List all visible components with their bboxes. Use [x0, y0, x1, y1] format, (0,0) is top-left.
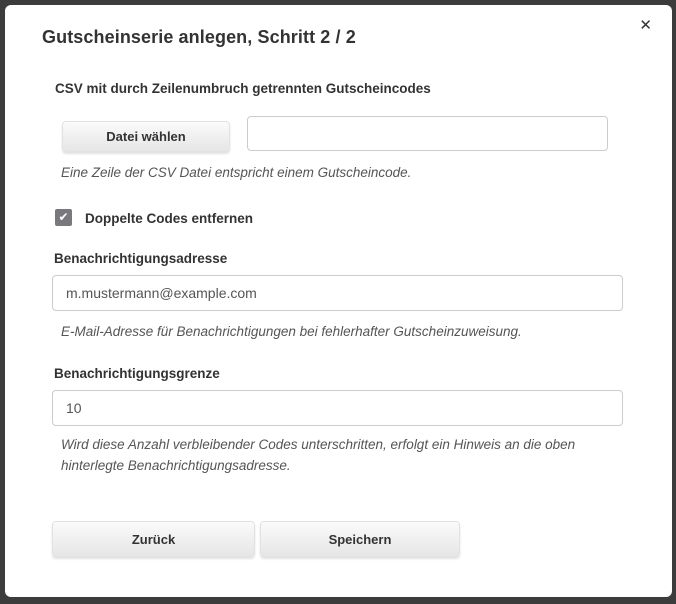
remove-duplicates-checkbox[interactable]	[55, 209, 72, 226]
choose-file-button[interactable]: Datei wählen	[62, 121, 230, 152]
notification-limit-input[interactable]	[52, 390, 623, 426]
dialog-title: Gutscheinserie anlegen, Schritt 2 / 2	[42, 27, 356, 47]
csv-help-text: Eine Zeile der CSV Datei entspricht einem Gutscheincode.	[61, 165, 412, 180]
close-icon[interactable]: ✕	[639, 17, 652, 34]
notification-address-input[interactable]	[52, 275, 623, 311]
checkmark-icon: ✔	[58, 210, 69, 224]
file-name-input[interactable]	[247, 116, 608, 151]
notification-limit-help: Wird diese Anzahl verbleibender Codes unterschritten, erfolgt ein Hinweis an die oben hinterlegte Benachrichtigungsadresse.	[61, 437, 576, 473]
notification-address-label: Benachrichtigungsadresse	[54, 251, 228, 266]
save-button[interactable]: Speichern	[260, 521, 460, 557]
back-button[interactable]: Zurück	[52, 521, 255, 557]
create-voucher-series-dialog	[5, 5, 672, 597]
notification-limit-label: Benachrichtigungsgrenze	[54, 366, 220, 381]
remove-duplicates-label[interactable]: Doppelte Codes entfernen	[85, 211, 254, 226]
notification-address-help: E-Mail-Adresse für Benachrichtigungen bei fehlerhafter Gutscheinzuweisung.	[61, 324, 522, 339]
csv-codes-label: CSV mit durch Zeilenumbruch getrennten Gutscheincodes	[55, 81, 431, 96]
